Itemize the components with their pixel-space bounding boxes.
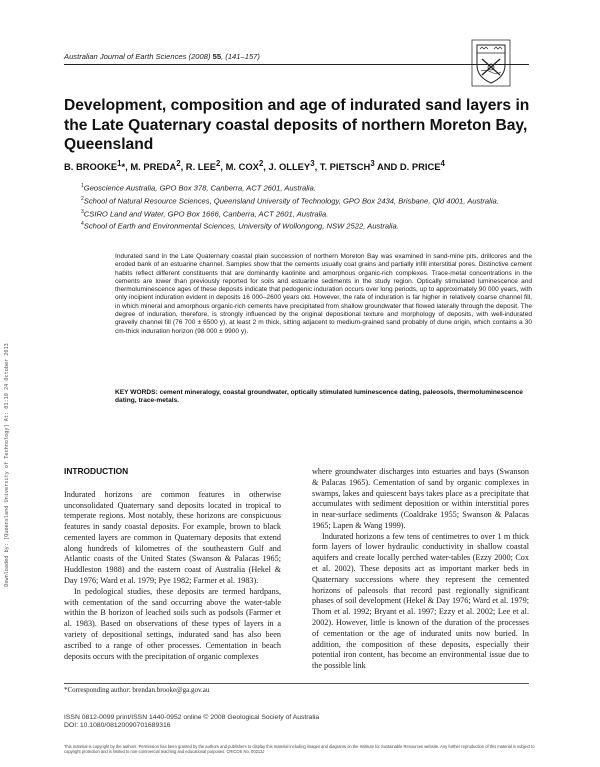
corresponding-author: *Corresponding author: brendan.brooke@ga.gov.au	[64, 686, 210, 694]
paragraph: where groundwater discharges into estuaries and bays (Swanson & Palacas 1965). Cementation of sand by organic complexes in swamps, lakes and quiescent bays takes place as a precipitate that accumulates with sediment deposition or within interstitial pores in near-surface sediments (Coaldrake 1955; Swanson & Palacas 1965; Lapen & Wang 1999).	[312, 467, 529, 530]
authors-conjunction: AND	[376, 161, 398, 173]
header-rule	[64, 64, 529, 65]
paragraph: In pedological studies, these deposits are termed hardpans, with cementation of the sand occurring above the water-table within the B horizon of leached soils such as podsols (Farmer et al. 1983). Based on observations of these types of layers in a variety of depositional settings, indurated sand has also been ascribed to a range of other processes. Cementation in beach deposits occurs with the precipitation of organic complexes	[64, 586, 281, 661]
affiliation: $^3$CSIRO Land and Water, GPO Box 1666, Canberra, ACT 2601, Australia.	[81, 208, 329, 219]
download-watermark: Downloaded by: [Queensland University of Technology] At: 01:10 24 October 2013	[4, 343, 10, 587]
author: B. BROOKE$^1$*,	[64, 159, 131, 173]
issn-line: ISSN 0812-0099 print/ISSN 1440-0952 online © 2008 Geological Society of Australia	[64, 714, 320, 721]
copyright-notice: This material is copyright by the authors. Permission has been granted by the authors and publishers to display this material including images and diagrams on the Institute for Sustainable Resources website. Any further reproduction of this material is subject to copyright protection and is limited to non-commercial teaching and educational purposes. CRICOS No. 00213J	[64, 744, 535, 755]
affiliation: $^2$School of Natural Resource Sciences, Queensland University of Technology, GPO Box 2434, Brisbane, Qld 4001, Australia.	[81, 195, 499, 206]
society-logo-icon	[470, 39, 512, 91]
abstract: Indurated sand in the Late Quaternary coastal plain succession of northern Moreton Bay was examined in sand-mine pits, drillcores and the eroded bank of an estuarine channel. Samples show that the cements usually coat grains and partially infill interstitial pores. Distinctive cement habits reflect different constituents that are dominantly kaolinite and amorphous organic-rich complexes. Trace-metal concentrations in the cements are lower than previously reported for soils and estuarine sediments in the study region. Optically stimulated luminescence and thermoluminescence ages of these deposits indicate that pedogenic induration occurs over long periods, up to approximately 90 000 years, with only incipient induration evident in deposits 16 000–2600 years old. However, the rate of induration is far higher in relatively coarse channel fill, in which mineral and amorphous organic-rich cements have precipitated from shallow groundwater that flowed laterally through the deposit. The degree of induration, therefore, is strongly influenced by the original depositional texture and morphology of deposits, with well-indurated gravelly channel fill (76 700 ± 6500 y), at least 2 m thick, sitting adjacent to medium-grained sand probably of dune origin, which contains a 30 cm-thick induration horizon (98 000 ± 9900 y).	[115, 253, 532, 335]
paper-title: Development, composition and age of indurated sand layers in the Late Quaternary coastal deposits of northern Moreton Bay, Queensland	[64, 97, 530, 153]
paragraph: Indurated horizons are common features in otherwise unconsolidated Quaternary sand deposits located in tropical to temperate regions. Most notably, these horizons are conspicuous features in sandy coastal deposits. For example, brown to black cemented layers are common in Quaternary deposits that extend along hundreds of kilometres of the southeastern Gulf and Atlantic coasts of the United States (Swanson & Palacas 1965; Huddleston 1988) and the eastern coast of Australia (Hekel & Day 1976; Ward et al. 1979; Pye 1982; Farmer et al. 1983).	[64, 489, 281, 586]
journal-name: Australian Journal of Earth Sciences	[64, 52, 187, 61]
paragraph: Indurated horizons a few tens of centimetres to over 1 m thick form layers of lower hydraulic conductivity in shallow coastal aquifers and create locally perched water-tables (Ezzy 2000; Cox et al. 2002). These deposits act as important marker beds in Quaternary successions where they represent the cemented horizons of paleosols that record past regionally significant phases of soil development (Hekel & Day 1976; Ward et al. 1979; Thom et al. 1992; Bryant et al. 1997; Ezzy et al. 2002; Lee et al. 2002). However, little is known of the duration of the processes of cementation or the age of indurated units now buried. In addition, the composition of these deposits, especially their potential iron content, has become an environmental issue due to the possible link	[312, 531, 529, 671]
author-list	[64, 159, 445, 172]
keywords: KEY WORDS: cement mineralogy, coastal groundwater, optically stimulated luminescence dating, paleosols, thermoluminescence dating, trace-metals.	[115, 389, 523, 405]
author: T. PIETSCH$^3$	[319, 159, 375, 173]
journal-pages: , (141–157)	[221, 52, 260, 61]
affiliation: $^1$Geoscience Australia, GPO Box 378, Canberra, ACT 2601, Australia.	[81, 183, 316, 193]
journal-year: (2008)	[188, 52, 211, 61]
author: D. PRICE$^4$	[399, 159, 445, 173]
author: J. OLLEY$^3$,	[268, 159, 320, 173]
footnote-rule	[64, 683, 529, 684]
doi-line: DOI: 10.1080/08120090701689316	[64, 722, 171, 730]
section-heading: INTRODUCTION	[64, 466, 129, 476]
author: M. PREDA$^2$,	[130, 159, 186, 173]
author: M. COX$^2$,	[225, 159, 269, 173]
left-column	[64, 466, 281, 662]
publication-info	[64, 714, 319, 730]
affiliations	[81, 181, 531, 232]
journal-volume: 55	[212, 52, 222, 61]
author: R. LEE$^2$,	[185, 159, 226, 173]
journal-reference	[64, 52, 260, 61]
right-column	[312, 467, 529, 672]
affiliation: $^4$School of Earth and Environmental Sciences, University of Wollongong, NSW 2522, Australia.	[81, 221, 399, 232]
